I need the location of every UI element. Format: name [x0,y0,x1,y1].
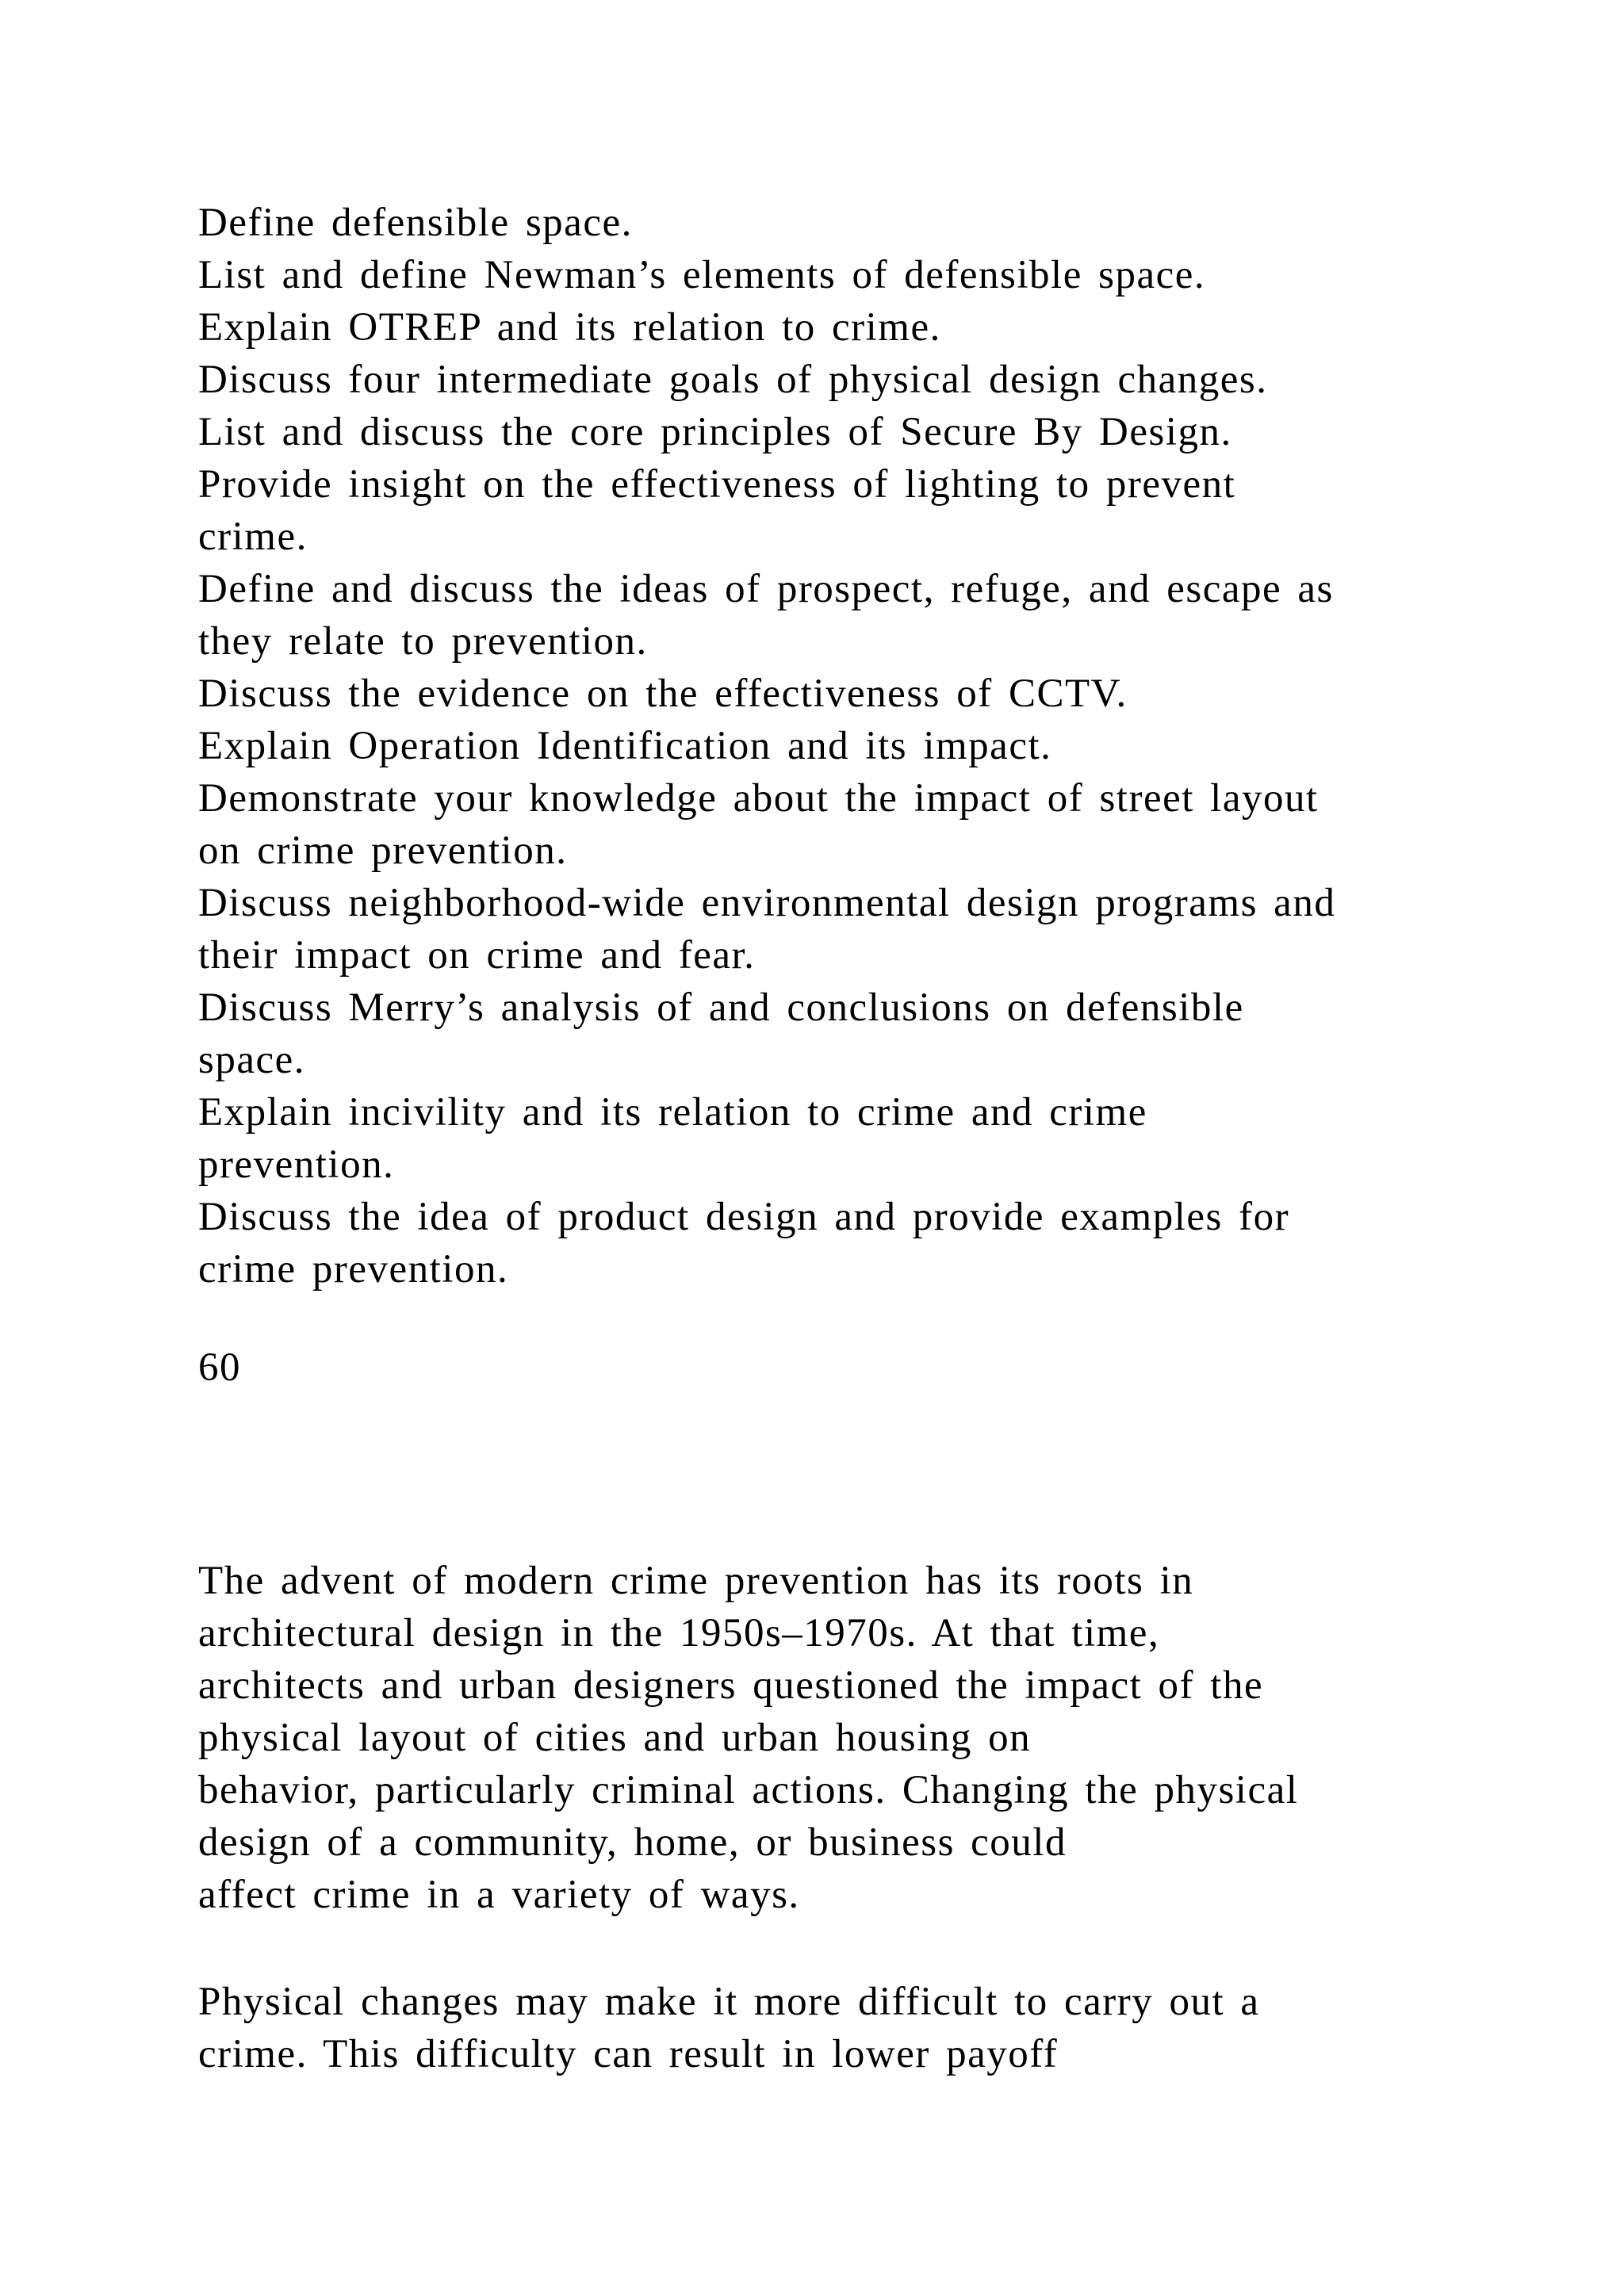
objective-item [198,1191,1335,1295]
objective-line: Explain OTREP and its relation to crime. [198,305,941,350]
objective-line: Discuss the idea of product design and provide examples for [198,1195,1290,1239]
objective-line: crime prevention. [198,1247,509,1292]
paragraph-line: behavior, particularly criminal actions. Changing the physical [198,1768,1299,1812]
objective-line: List and define Newman’s elements of defensible space. [198,253,1206,297]
objective-item [198,772,1335,877]
objective-line: space. [198,1038,306,1082]
objective-line: Discuss the evidence on the effectiveness of CCTV. [198,672,1128,716]
objective-line: Discuss four intermediate goals of physical design changes. [198,358,1268,402]
objective-line: Define defensible space. [198,201,633,245]
page-number [198,1341,241,1394]
objective-item [198,197,1335,249]
objective-line: on crime prevention. [198,828,568,873]
objective-line: Discuss neighborhood-wide environmental design programs and [198,881,1336,925]
objective-line: Demonstrate your knowledge about the impact of street layout [198,776,1319,821]
objective-item [198,668,1335,720]
objective-line: Provide insight on the effectiveness of lighting to prevent [198,462,1236,507]
learning-objectives-list [198,197,1335,1295]
objective-item [198,354,1335,406]
objective-item [198,877,1335,982]
objective-item [198,249,1335,301]
paragraph-line: physical layout of cities and urban housing on [198,1716,1032,1760]
paragraph-line: architectural design in the 1950s–1970s. At that time, [198,1611,1160,1655]
objective-line: they relate to prevention. [198,619,648,664]
objective-line: Define and discuss the ideas of prospect, refuge, and escape as [198,567,1334,611]
paragraph-line: Physical changes may make it more difficult to carry out a [198,1980,1260,2024]
physical-changes-paragraph [198,1976,1260,2080]
objective-item [198,406,1335,458]
objective-item [198,1086,1335,1191]
objective-item [198,720,1335,772]
objective-line: Explain Operation Identification and its impact. [198,724,1052,768]
page-number-text: 60 [198,1345,241,1390]
paragraph-line: The advent of modern crime prevention has its roots in [198,1559,1194,1603]
objective-item [198,563,1335,668]
paragraph-line: architects and urban designers questioned the impact of the [198,1663,1264,1708]
intro-paragraph [198,1555,1298,1921]
objective-line: crime. [198,515,308,559]
objective-line: List and discuss the core principles of Secure By Design. [198,410,1232,454]
objective-item [198,301,1335,354]
objective-item [198,982,1335,1086]
objective-item [198,458,1335,563]
paragraph-line: design of a community, home, or business could [198,1820,1067,1865]
paragraph-line: affect crime in a variety of ways. [198,1873,800,1917]
objective-line: prevention. [198,1142,395,1187]
paragraph-line: crime. This difficulty can result in lower payoff [198,2032,1059,2076]
objective-line: their impact on crime and fear. [198,933,756,978]
objective-line: Explain incivility and its relation to crime and crime [198,1090,1147,1135]
objective-line: Discuss Merry’s analysis of and conclusions on defensible [198,985,1244,1030]
